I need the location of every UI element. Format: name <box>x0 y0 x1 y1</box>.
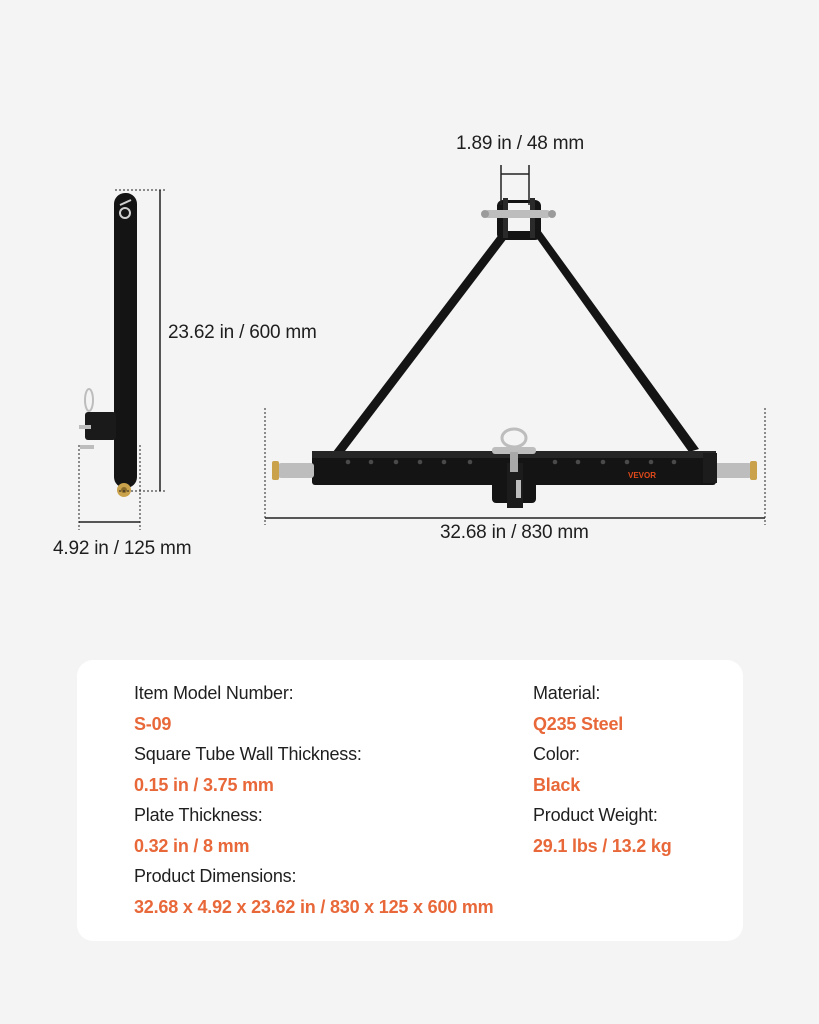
height-dimension-label: 23.62 in / 600 mm <box>168 322 317 343</box>
spec-label-color: Color: <box>533 744 580 764</box>
spec-value-model: S-09 <box>134 714 172 734</box>
side-view-bar <box>114 193 137 488</box>
spec-label-wall-thickness: Square Tube Wall Thickness: <box>134 744 362 764</box>
spec-label-plate-thickness: Plate Thickness: <box>134 805 263 825</box>
left-brace <box>333 233 507 455</box>
spec-column-left <box>134 678 493 922</box>
spec-value-color: Black <box>533 775 581 795</box>
spec-value-plate-thickness: 0.32 in / 8 mm <box>134 836 250 856</box>
spec-label-model: Item Model Number: <box>134 683 294 703</box>
top-pin <box>485 210 550 218</box>
right-end-pin <box>714 463 752 478</box>
spec-value-wall-thickness: 0.15 in / 3.75 mm <box>134 775 274 795</box>
spec-column-right <box>533 678 671 861</box>
left-end-pin <box>278 463 314 478</box>
spec-card <box>77 660 743 941</box>
front-view <box>265 140 765 525</box>
spec-label-material: Material: <box>533 683 601 703</box>
spec-label-dimensions: Product Dimensions: <box>134 866 297 886</box>
spec-value-material: Q235 Steel <box>533 714 624 734</box>
spec-value-weight: 29.1 lbs / 13.2 kg <box>533 836 672 856</box>
side-view <box>79 190 167 530</box>
top-bracket-dimension-label: 1.89 in / 48 mm <box>456 133 584 154</box>
brand-mark: VEVOR <box>628 471 657 480</box>
spec-label-weight: Product Weight: <box>533 805 658 825</box>
total-width-dimension-label: 32.68 in / 830 mm <box>440 522 589 543</box>
side-width-dimension-label: 4.92 in / 125 mm <box>53 538 192 559</box>
spec-value-dimensions: 32.68 x 4.92 x 23.62 in / 830 x 125 x 600 mm <box>134 897 494 917</box>
hitch-ring <box>502 429 526 447</box>
right-brace <box>533 230 699 452</box>
